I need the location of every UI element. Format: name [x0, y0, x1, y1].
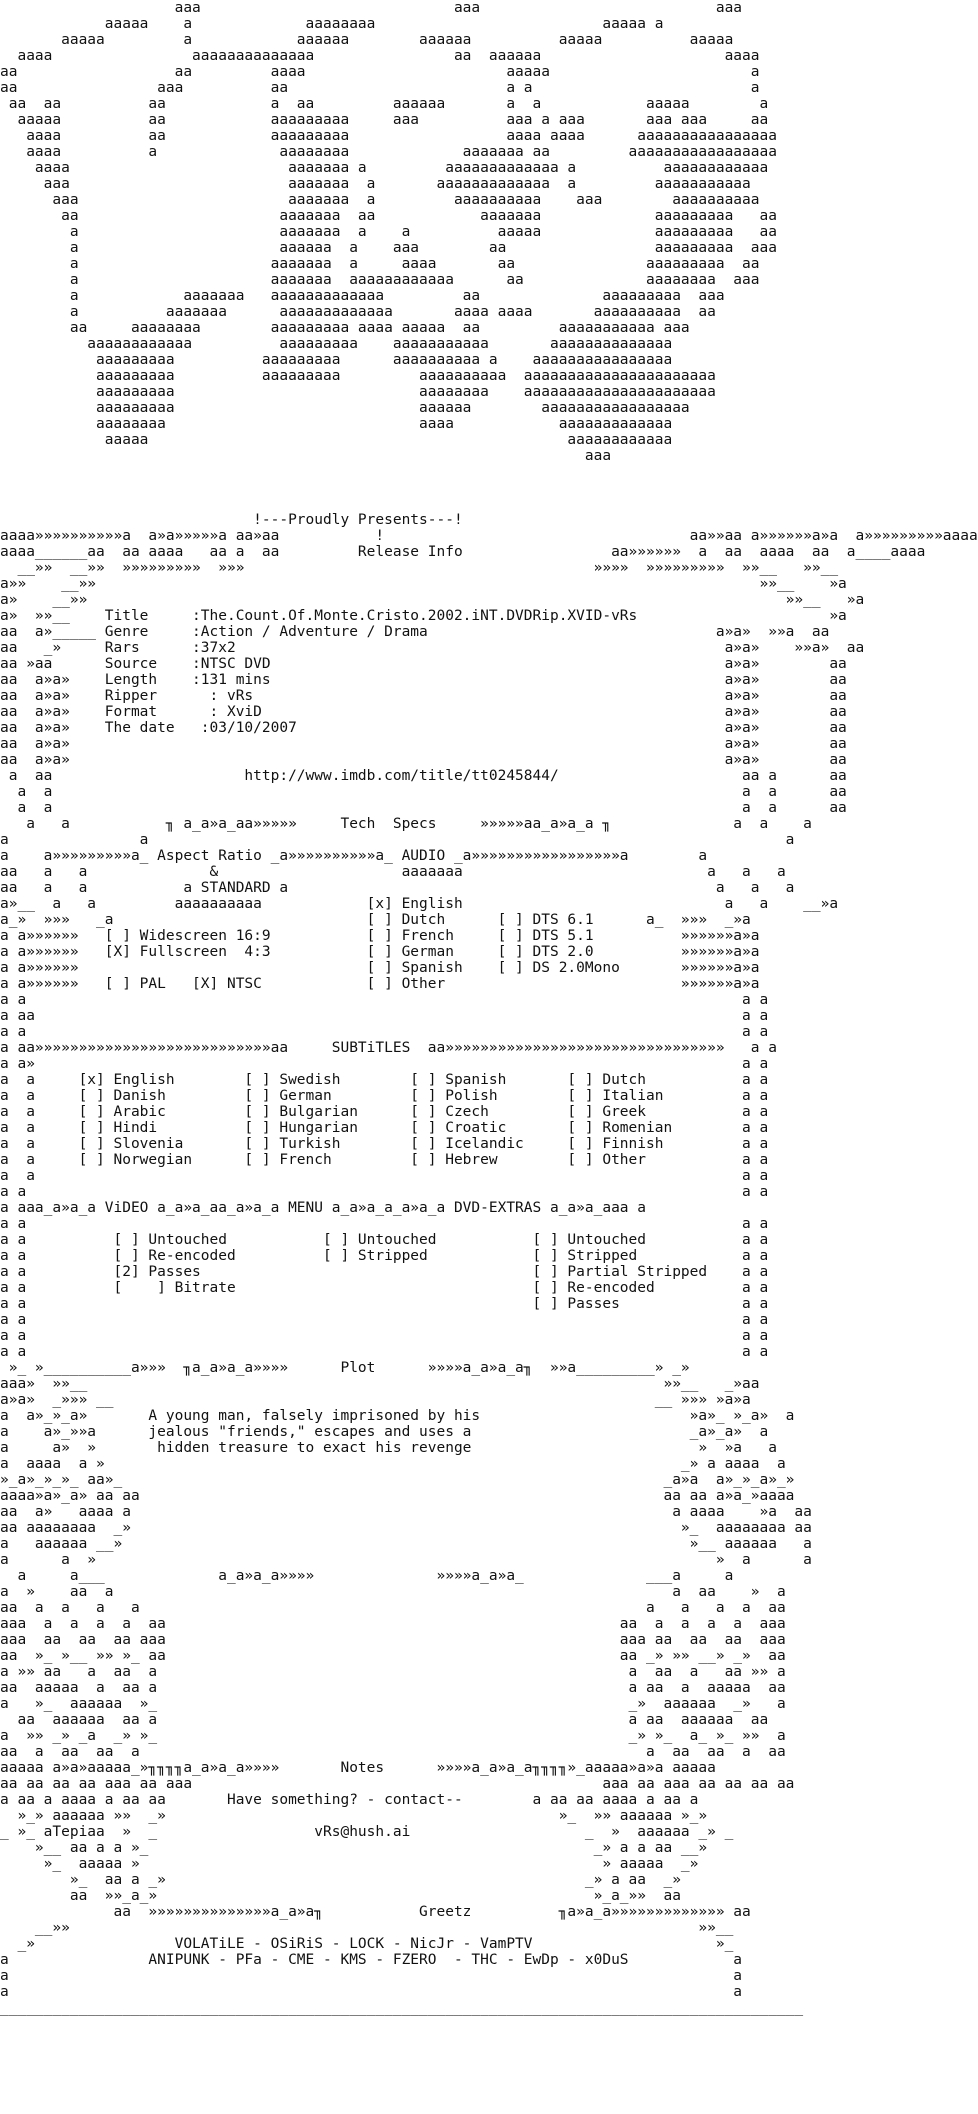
nfo-line: aa a»_____ Genre :Action / Adventure / Drama a»a» »»a aa [0, 624, 830, 640]
nfo-line: a aa a aaaa a aa aa Have something? - contact-- a aa aa aaaa a aa a [0, 1792, 699, 1808]
nfo-line: a a a a [0, 1312, 769, 1328]
nfo-line: aa a»a» Format : XviD a»a» aa [0, 704, 847, 720]
nfo-line: a a»»»»»» [ ] Spanish [ ] DS 2.0Mono »»»»»»a»a [0, 960, 760, 976]
nfo-line: aaaa a aaaaaaaa aaaaaaa aa aaaaaaaaaaaaaaaaa [0, 144, 777, 160]
nfo-line: a aaaaaaa a aaaa aa aaaaaaaaa aa [0, 256, 760, 272]
nfo-line: »_ aaaaa » » aaaaa _» [0, 1856, 699, 1872]
nfo-line: aaaaaaaaa aaaaaaaaa aaaaaaaaaa aaaaaaaaaaaaaaaaaaaaaa [0, 368, 716, 384]
nfo-line: aaa aaaaaaa a aaaaaaaaaaaaa a aaaaaaaaaaa [0, 176, 751, 192]
nfo-line: a aaaaaaa aaaaaaaaaaaa aa aaaaaaaa aaa [0, 272, 760, 288]
nfo-line: a aa»»»»»»»»»»»»»»»»»»»»»»»»»»»aa SUBTiTLES aa»»»»»»»»»»»»»»»»»»»»»»»»»»»»»»»» a a [0, 1040, 777, 1056]
nfo-line: a a [ ] Arabic [ ] Bulgarian [ ] Czech [ ] Greek a a [0, 1104, 769, 1120]
nfo-line: a a a a [0, 1328, 769, 1344]
nfo-line: aa aaa aa a a a [0, 80, 760, 96]
nfo-line: a a a a aa [0, 800, 847, 816]
nfo-line: a a a a [0, 1184, 769, 1200]
nfo-line: aaaaa a aaaaaa aaaaaa aaaaa aaaaa [0, 32, 734, 48]
nfo-line: »_a»_»_»_ aa»_ _a»a a»_»_a»_» [0, 1472, 795, 1488]
nfo-line: __»» __»» »»»»»»»»» »»» »»»» »»»»»»»»» »»__ »»__ [0, 560, 839, 576]
nfo-line: aaaaaaaaaaaa aaaaaaaaa aaaaaaaaaaa aaaaaaaaaaaaaa [0, 336, 673, 352]
nfo-line: aaa [0, 448, 612, 464]
nfo-line: aa _» Rars :37x2 a»a» »»a» aa [0, 640, 865, 656]
nfo-line: a a___ a_a»a_a»»»» »»»»a_a»a_ ___a a [0, 1568, 734, 1584]
nfo-line: a» »»__ Title :The.Count.Of.Monte.Cristo.2002.iNT.DVDRip.XVID-vRs »a [0, 608, 847, 624]
nfo-line: a aaaaaaa a a aaaaa aaaaaaaaa aa [0, 224, 777, 240]
nfo-line: aa aaaaaa aa a a aa aaaaaa aa [0, 1712, 769, 1728]
nfo-line: aaaaaaaaa aaaaaaaa aaaaaaaaaaaaaaaaaaaaaa [0, 384, 716, 400]
nfo-line: aaaaa aaaaaaaaaaaa [0, 432, 673, 448]
nfo-line: aa a»a» Length :131 mins a»a» aa [0, 672, 847, 688]
nfo-line: a aaaaaa a aaa aa aaaaaaaaa aaa [0, 240, 777, 256]
nfo-line: »_» aaaaaa »» _» »_ »» aaaaaa »_» [0, 1808, 708, 1824]
nfo-line: a a [ ] Untouched [ ] Untouched [ ] Untouched a a [0, 1232, 769, 1248]
nfo-line: aa a»a» a»a» aa [0, 752, 847, 768]
nfo-line: aa a»a» a»a» aa [0, 736, 847, 752]
nfo-line: a a a a [0, 1344, 769, 1360]
nfo-line: a» __»» »»__ »a [0, 592, 865, 608]
nfo-line: aa »»»»»»»»»»»»»»a_a»a╖ Greetz ╖a»a_a»»»»»»»»»»»»» aa [0, 1904, 751, 1920]
nfo-line: aa »aa Source :NTSC DVD a»a» aa [0, 656, 847, 672]
nfo-line: a a [ ] Slovenia [ ] Turkish [ ] Icelandic [ ] Finnish a a [0, 1136, 769, 1152]
nfo-line: a a [0, 1984, 743, 2000]
nfo-line: aaaaa a»a»aaaaa_»╖╖╖╖a_a»a_a»»»» Notes »»»»a_a»a_a╖╖╖╖»_aaaaa»a»a aaaaa [0, 1760, 716, 1776]
nfo-line: a_» »»» _a [ ] Dutch [ ] DTS 6.1 a_ »»» _»a [0, 912, 751, 928]
nfo-line: a a»»»»»» [ ] Widescreen 16:9 [ ] French [ ] DTS 5.1 »»»»»»a»a [0, 928, 760, 944]
nfo-line: aaaaaaaaa aaaaaaaaa aaaaaaaaaa a aaaaaaaaaaaaaaaa [0, 352, 673, 368]
nfo-line [0, 464, 820, 480]
nfo-line: aa a»a» The date :03/10/2007 a»a» aa [0, 720, 847, 736]
nfo-line [0, 480, 820, 496]
nfo-line: a a [ ] Passes a a [0, 1296, 769, 1312]
nfo-line [0, 496, 820, 512]
nfo-line: a a [ ] Hindi [ ] Hungarian [ ] Croatic [ ] Romenian a a [0, 1120, 769, 1136]
nfo-line: aaaa______aa aa aaaa aa a aa Release Info aa»»»»»» a aa aaaa aa a____aaaa [0, 544, 926, 560]
nfo-line: aaa aaaaaaa a aaaaaaaaaa aaa aaaaaaaaaa [0, 192, 760, 208]
nfo-line: aaaa aaaaaaaaaaaaaa aa aaaaaa aaaa [0, 48, 760, 64]
nfo-line: a»a» _»»» __ __ »»» »a»a [0, 1392, 751, 1408]
nfo-line: aa a»a» Ripper : vRs a»a» aa [0, 688, 847, 704]
nfo-line: aaa a a a a aa aa a a a a aaa [0, 1616, 786, 1632]
nfo-line: a aaaa a » _» a aaaa a [0, 1456, 786, 1472]
nfo-line: a a ╖ a_a»a_aa»»»»» Tech Specs »»»»»aa_a»a_a ╖ a a a [0, 816, 812, 832]
nfo-line: a a»»»»»»»»»a_ Aspect Ratio _a»»»»»»»»»»a_ AUDIO _a»»»»»»»»»»»»»»»»»a a [0, 848, 708, 864]
nfo-line: a a a a [0, 1024, 769, 1040]
nfo-line: a a [ ] Norwegian [ ] French [ ] Hebrew [ ] Other a a [0, 1152, 769, 1168]
nfo-line: a a [x] English [ ] Swedish [ ] Spanish [ ] Dutch a a [0, 1072, 769, 1088]
nfo-line: a a» a a [0, 1056, 769, 1072]
nfo-line: a ANIPUNK - PFa - CME - KMS - FZERO - THC - EwDp - x0DuS a [0, 1952, 743, 1968]
nfo-line: aaa» »»__ »»__ _»aa [0, 1376, 760, 1392]
nfo-line: aaaaaaaaa aaaaaa aaaaaaaaaaaaaaaaa [0, 400, 690, 416]
nfo-line: a aaaaaaa aaaaaaaaaaaaa aaaa aaaa aaaaaaaaaa aa [0, 304, 716, 320]
nfo-line: aa aaaaaaaa aaaaaaaaa aaaa aaaaa aa aaaaaaaaaaa aaa [0, 320, 690, 336]
nfo-line: aa aa aaaa aaaaa a [0, 64, 760, 80]
nfo-line: a a [ ] Danish [ ] German [ ] Polish [ ] Italian a a [0, 1088, 769, 1104]
nfo-line: aaa aaa aaa [0, 0, 743, 16]
nfo-line: aa »»_a_» »_a_»» aa [0, 1888, 681, 1904]
nfo-line: aaaa»a»_a» aa aa aa aa a»a_»aaaa [0, 1488, 795, 1504]
nfo-line: aa a a a STANDARD a a a a [0, 880, 795, 896]
nfo-line: a a [ ] Bitrate [ ] Re-encoded a a [0, 1280, 769, 1296]
nfo-line: a a a [0, 832, 795, 848]
nfo-line: a a»»»»»» [ ] PAL [X] NTSC [ ] Other »»»»»»a»a [0, 976, 760, 992]
nfo-line: !---Proudly Presents---! [0, 512, 463, 528]
nfo-line: a a a a [0, 992, 769, 1008]
nfo-line: aa »_ »__ »» »_ aa aa _» »» __» _» aa [0, 1648, 786, 1664]
nfo-line: aa a» aaaa a a aaaa »a aa [0, 1504, 812, 1520]
nfo-line: aa aaaaaaaa _» »_ aaaaaaaa aa [0, 1520, 812, 1536]
nfo-line: __»» »»__ [0, 1920, 734, 1936]
nfo-line: a a»»»»»» [X] Fullscreen 4:3 [ ] German [ ] DTS 2.0 »»»»»»a»a [0, 944, 760, 960]
nfo-line: aa a a a a a a a a aa [0, 1600, 786, 1616]
nfo-line: a a » » a a [0, 1552, 812, 1568]
nfo-line: a »_ aaaaaa »_ _» aaaaaa _» a [0, 1696, 786, 1712]
nfo-line: aaaa aa aaaaaaaaa aaaa aaaa aaaaaaaaaaaaaaaa [0, 128, 777, 144]
nfo-line: ____________________________________________________________________________________________ [0, 2000, 804, 2016]
nfo-line: a a»_»_a» A young man, falsely imprisoned by his »a»_ »_a» a [0, 1408, 795, 1424]
nfo-line: aa a a & aaaaaaa a a a [0, 864, 786, 880]
nfo-line: aa a aa aa a a aa aa a aa [0, 1744, 786, 1760]
nfo-line: a a [ ] Re-encoded [ ] Stripped [ ] Stripped a a [0, 1248, 769, 1264]
nfo-line: a a a a aa [0, 784, 847, 800]
nfo-line: a aa http://www.imdb.com/title/tt0245844/ aa a aa [0, 768, 847, 784]
nfo-line: a »» _» _a _» »_ _» »_ a_ »_ »» a [0, 1728, 786, 1744]
nfo-line: a aa a a [0, 1008, 769, 1024]
nfo-line: a a [0, 1968, 743, 1984]
nfo-line: a a a a [0, 1168, 769, 1184]
nfo-line: aaaa aaaaaaa a aaaaaaaaaaaaa a aaaaaaaaaaaa [0, 160, 769, 176]
nfo-line: aaa aa aa aa aaa aaa aa aa aa aaa [0, 1632, 786, 1648]
nfo-line: a aaaaaa __» »__ aaaaaa a [0, 1536, 812, 1552]
nfo-line: aaaaa aa aaaaaaaaa aaa aaa a aaa aaa aaa aa [0, 112, 769, 128]
nfo-line: a a»_»»a jealous "friends," escapes and uses a _a»_a» a [0, 1424, 769, 1440]
nfo-line: a a» » hidden treasure to exact his revenge » »a a [0, 1440, 777, 1456]
nfo-line: aaaaaaaa aaaa aaaaaaaaaaaaa [0, 416, 673, 432]
nfo-line: a a [2] Passes [ ] Partial Stripped a a [0, 1264, 769, 1280]
nfo-line: aa aa aa aa aaa aa aaa aaa aa aaa aa aa aa aa [0, 1776, 795, 1792]
nfo-line: aaaaa a aaaaaaaa aaaaa a [0, 16, 664, 32]
nfo-line: a»__ a a aaaaaaaaaa [x] English a a __»a [0, 896, 839, 912]
nfo-line: »_ »__________a»»» ╖a_a»a_a»»»» Plot »»»»a_a»a_a╖ »»a_________» _» [0, 1360, 690, 1376]
nfo-line: a » aa a a aa » a [0, 1584, 786, 1600]
nfo-line: a aaa_a»a_a ViDEO a_a»a_aa_a»a_a MENU a_a»a_a_a»a_a DVD-EXTRAS a_a»a_aaa a [0, 1200, 647, 1216]
nfo-line: _ »_ aTepiaa » _ vRs@hush.ai _ » aaaaaa _» _ [0, 1824, 734, 1840]
nfo-line: »_ aa a _» _» a aa _» [0, 1872, 681, 1888]
nfo-line: aa aa aa a aa aaaaaa a a aaaaa a [0, 96, 769, 112]
nfo-line: a a a a [0, 1216, 769, 1232]
nfo-line: a aaaaaaa aaaaaaaaaaaaa aa aaaaaaaaa aaa [0, 288, 725, 304]
nfo-line: aaaa»»»»»»»»»»a a»a»»»»»a aa»aa ! aa»»aa a»»»»»»a»a a»»»»»»»»»aaaa [0, 528, 978, 544]
nfo-line: »__ aa a a »_ _» a a aa __» [0, 1840, 708, 1856]
nfo-line: _» VOLATiLE - OSiRiS - LOCK - NicJr - VamPTV »_ [0, 1936, 734, 1952]
nfo-line: a»» __»» »»__ »a [0, 576, 847, 592]
nfo-line: a »» aa a aa a a aa a aa »» a [0, 1664, 786, 1680]
nfo-line: aa aaaaa a aa a a aa a aaaaa aa [0, 1680, 786, 1696]
nfo-line: aa aaaaaaa aa aaaaaaa aaaaaaaaa aa [0, 208, 777, 224]
